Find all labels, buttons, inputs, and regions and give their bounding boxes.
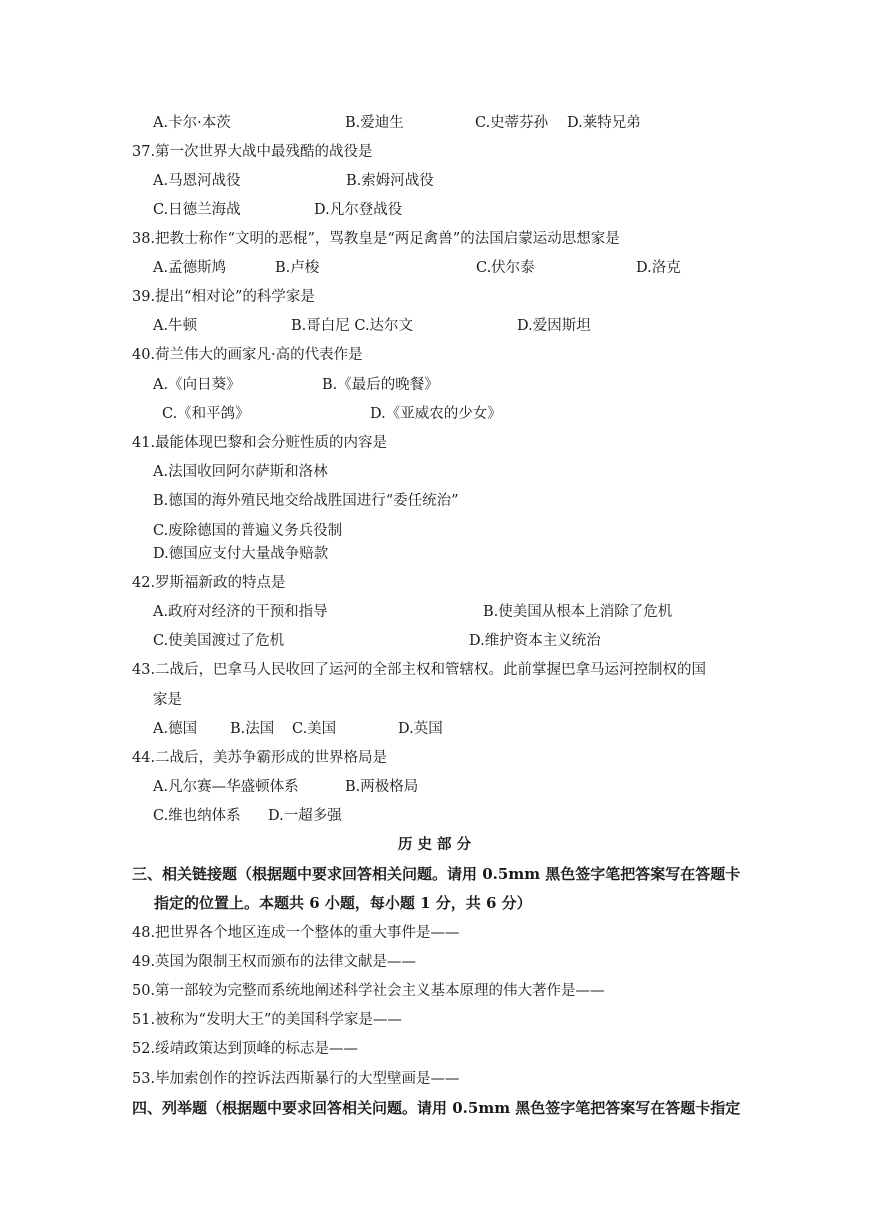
q43-option-a: A.德国	[153, 721, 198, 737]
q43-stem: 43.二战后，巴拿马人民收回了运河的全部主权和管辖权。此前掌握巴拿马运河控制权的国	[132, 662, 707, 678]
q40-option-b: B.《最后的晚餐》	[322, 377, 439, 393]
q36-option-b: B.爱迪生	[345, 115, 404, 131]
q40-option-a: A.《向日葵》	[153, 377, 241, 393]
q43-option-b: B.法国	[230, 721, 275, 737]
q38-option-b: B.卢梭	[275, 260, 320, 276]
q37-option-a: A.马恩河战役	[153, 173, 241, 189]
history-section-heading: 历 史 部 分	[397, 836, 472, 853]
q41-option-b: B.德国的海外殖民地交给战胜国进行“委任统治”	[153, 493, 459, 509]
q40-option-c: C.《和平鸽》	[162, 406, 250, 422]
q38-option-a: A.孟德斯鸠	[153, 260, 227, 276]
q43-option-d: D.英国	[398, 721, 443, 737]
q42-option-c: C.使美国渡过了危机	[153, 633, 285, 649]
q41-stem: 41.最能体现巴黎和会分赃性质的内容是	[132, 435, 388, 451]
q39-option-d: D.爱因斯坦	[517, 318, 591, 334]
q43-option-c: C.美国	[292, 721, 337, 737]
section3-heading-line1: 三、相关链接题（根据题中要求回答相关问题。请用 0.5mm 黑色签字笔把答案写在答题卡	[132, 865, 741, 883]
q40-option-d: D.《亚威农的少女》	[370, 406, 502, 422]
q53-text: 53.毕加索创作的控诉法西斯暴行的大型壁画是——	[132, 1071, 460, 1087]
section3-heading-line2: 指定的位置上。本题共 6 小题，每小题 1 分，共 6 分）	[154, 894, 532, 912]
q36-option-d: D.莱特兄弟	[567, 115, 641, 131]
q52-text: 52.绥靖政策达到顶峰的标志是——	[132, 1041, 359, 1057]
q41-option-d: D.德国应支付大量战争赔款	[153, 546, 329, 562]
q37-option-c: C.日德兰海战	[153, 202, 241, 218]
q37-option-b: B.索姆河战役	[346, 173, 434, 189]
q42-option-d: D.维护资本主义统治	[469, 633, 601, 649]
q36-option-c: C.史蒂芬孙	[475, 115, 549, 131]
q48-text: 48.把世界各个地区连成一个整体的重大事件是——	[132, 925, 460, 941]
q44-option-b: B.两极格局	[345, 779, 419, 795]
section4-heading-line1: 四、列举题（根据题中要求回答相关问题。请用 0.5mm 黑色签字笔把答案写在答题卡指定	[132, 1099, 741, 1117]
q44-stem: 44.二战后，美苏争霸形成的世界格局是	[132, 750, 388, 766]
q42-stem: 42.罗斯福新政的特点是	[132, 575, 286, 591]
q44-option-a: A.凡尔赛—华盛顿体系	[153, 779, 299, 795]
q42-option-a: A.政府对经济的干预和指导	[153, 604, 328, 620]
q41-option-a: A.法国收回阿尔萨斯和洛林	[153, 464, 328, 480]
q39-stem: 39.提出“相对论”的科学家是	[132, 289, 315, 305]
q50-text: 50.第一部较为完整而系统地阐述科学社会主义基本原理的伟大著作是——	[132, 983, 605, 999]
q40-stem: 40.荷兰伟大的画家凡·高的代表作是	[132, 347, 363, 363]
q37-option-d: D.凡尔登战役	[314, 202, 403, 218]
q37-stem: 37.第一次世界大战中最残酷的战役是	[132, 144, 373, 160]
q44-option-c: C.维也纳体系	[153, 808, 241, 824]
q44-option-d: D.一超多强	[268, 808, 342, 824]
q38-stem: 38.把教士称作“文明的恶棍”，骂教皇是“两足禽兽”的法国启蒙运动思想家是	[132, 231, 620, 247]
q51-text: 51.被称为“发明大王”的美国科学家是——	[132, 1012, 402, 1028]
q39-option-bc: B.哥白尼 C.达尔文	[291, 318, 414, 334]
q43-stem-cont: 家是	[153, 692, 182, 708]
q39-option-a: A.牛顿	[153, 318, 198, 334]
q38-option-d: D.洛克	[636, 260, 681, 276]
q36-option-a: A.卡尔·本茨	[153, 115, 231, 131]
q42-option-b: B.使美国从根本上消除了危机	[483, 604, 673, 620]
q38-option-c: C.伏尔泰	[476, 260, 535, 276]
q49-text: 49.英国为限制王权而颁布的法律文献是——	[132, 954, 417, 970]
q41-option-c: C.废除德国的普遍义务兵役制	[153, 523, 343, 539]
